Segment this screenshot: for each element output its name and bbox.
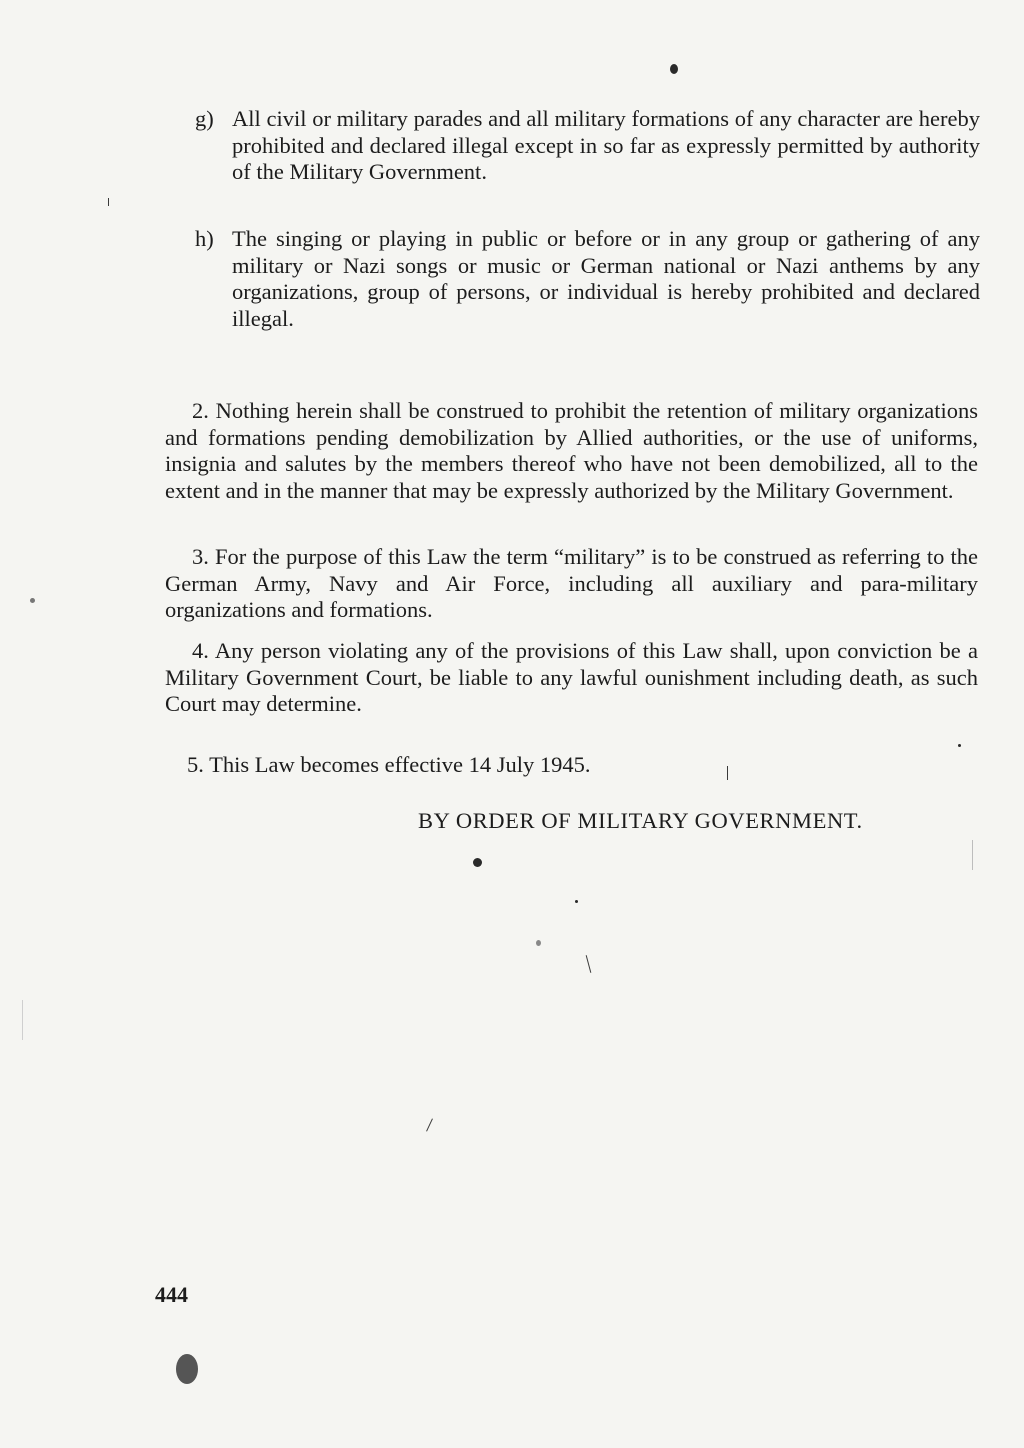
scan-speck bbox=[575, 900, 578, 903]
paragraph-2 bbox=[165, 398, 978, 504]
scan-scratch bbox=[727, 766, 728, 780]
clause-text: All civil or military parades and all military formations of any character are hereby prohibited and declared illegal except in so far as expressly permitted by authority of the Military Government. bbox=[232, 106, 980, 184]
signature-line: BY ORDER OF MILITARY GOVERNMENT. bbox=[418, 808, 863, 833]
scan-speck bbox=[473, 858, 482, 867]
scan-scratch bbox=[108, 198, 109, 206]
scan-scratch bbox=[586, 955, 592, 973]
clause-marker: h) bbox=[195, 226, 214, 251]
clause-marker: g) bbox=[195, 106, 214, 131]
clause-h bbox=[195, 226, 980, 332]
paragraph-number: 3. bbox=[192, 544, 209, 569]
scan-scratch bbox=[972, 840, 973, 870]
paragraph-number: 2. bbox=[192, 398, 209, 423]
scan-speck bbox=[176, 1354, 198, 1384]
page-number: 444 bbox=[155, 1282, 188, 1307]
clause-text: The singing or playing in public or before or in any group or gathering of any military or Nazi songs or music or German national or Nazi anthems by any organizations, group of persons, or individual is hereby prohibited and declared illegal. bbox=[232, 226, 980, 331]
paragraph-3 bbox=[165, 544, 978, 624]
scan-speck bbox=[30, 598, 35, 603]
clause-g bbox=[195, 106, 980, 186]
paragraph-text: Nothing herein shall be construed to prohibit the retention of military organizations and formations pending demobilization by Allied authorities, or the use of uniforms, insignia and salutes by the members thereof who have not been demobilized, all to the extent and in the manner that may be expressly authorized by the Military Government. bbox=[165, 398, 978, 503]
scan-speck bbox=[958, 744, 961, 747]
scan-scratch bbox=[426, 1118, 433, 1131]
paragraph-number: 5. bbox=[187, 752, 204, 777]
scan-scratch bbox=[22, 1000, 23, 1040]
paragraph-text: Any person violating any of the provisions of this Law shall, upon conviction be a Military Government Court, be liable to any lawful ounishment including death, as such Court may determine. bbox=[165, 638, 978, 716]
scan-speck bbox=[536, 940, 541, 946]
paragraph-number: 4. bbox=[192, 638, 209, 663]
paragraph-4 bbox=[165, 638, 978, 718]
paragraph-5 bbox=[187, 752, 590, 779]
paragraph-text: This Law becomes effective 14 July 1945. bbox=[209, 752, 591, 777]
scan-speck bbox=[670, 64, 678, 74]
paragraph-text: For the purpose of this Law the term “military” is to be construed as referring to the German Army, Navy and Air Force, including all auxiliary and para-military organizations and formations. bbox=[165, 544, 978, 622]
